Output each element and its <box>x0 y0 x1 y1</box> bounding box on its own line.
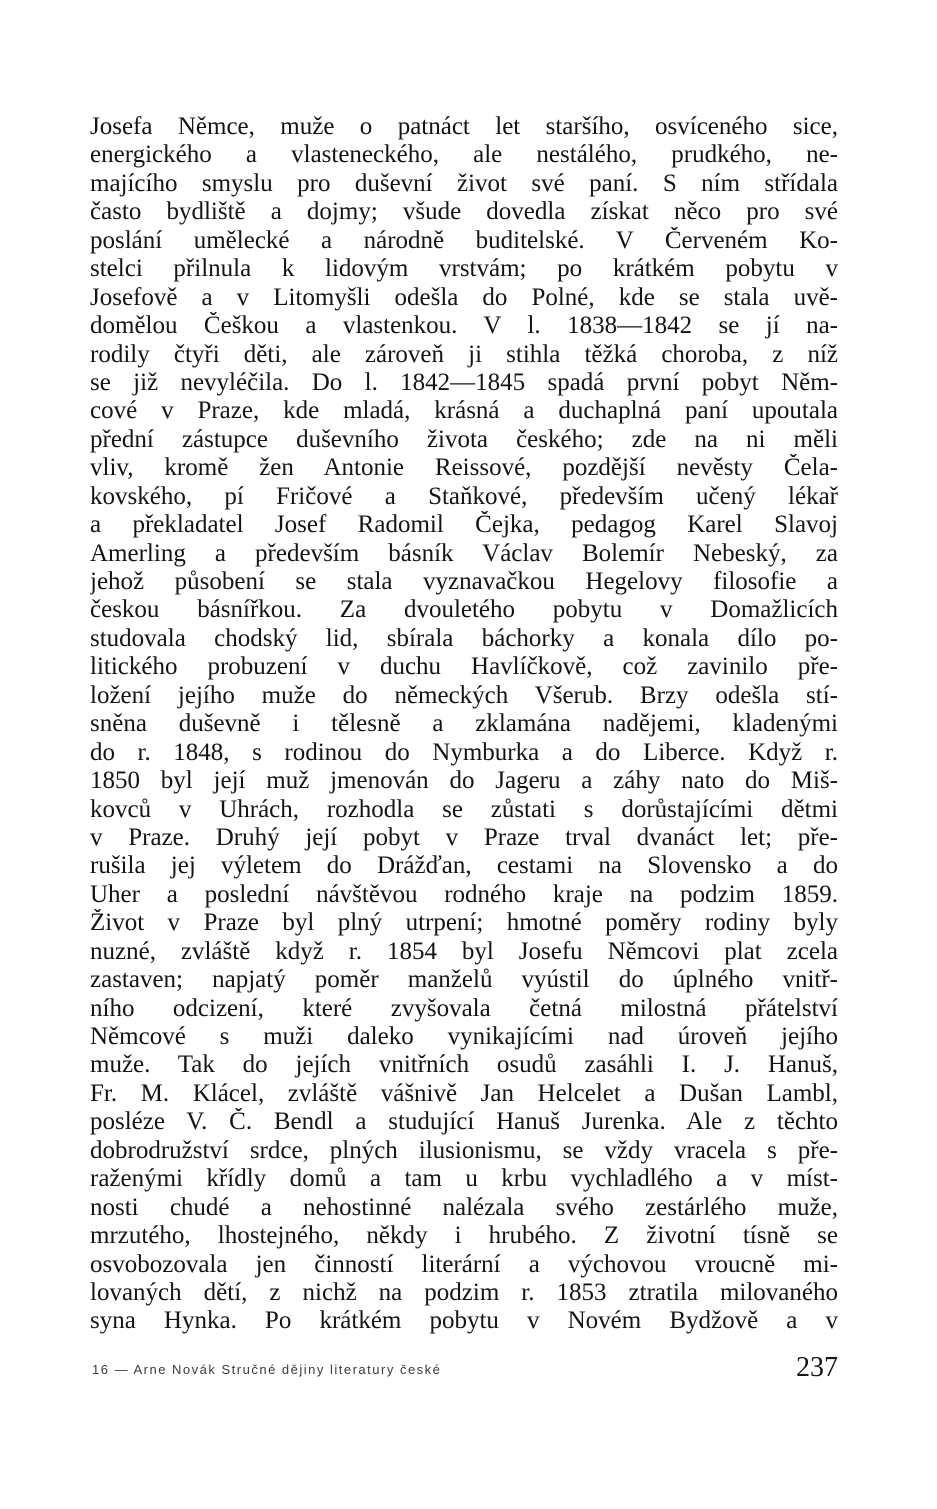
text-line: českou básnířkou. Za dvouletého pobytu v Domažlicích <box>90 596 838 624</box>
text-line: energického a vlasteneckého, ale nestálého, prudkého, ne- <box>90 141 838 169</box>
text-line: cové v Praze, kde mladá, krásná a duchaplná paní upoutala <box>90 397 838 425</box>
text-line: Život v Praze byl plný utrpení; hmotné poměry rodiny byly <box>90 909 838 937</box>
text-line: posléze V. Č. Bendl a studující Hanuš Jurenka. Ale z těchto <box>90 1108 838 1136</box>
text-line: syna Hynka. Po krátkém pobytu v Novém Bydžově a v <box>90 1307 838 1335</box>
text-line: ního odcizení, které zvyšovala četná milostná přátelství <box>90 994 838 1022</box>
text-line: Uher a poslední návštěvou rodného kraje na podzim 1859. <box>90 880 838 908</box>
text-line: Fr. M. Klácel, zvláště vášnivě Jan Helcelet a Dušan Lambl, <box>90 1079 838 1107</box>
text-line: a překladatel Josef Radomil Čejka, pedagog Karel Slavoj <box>90 511 838 539</box>
text-line: rušila jej výletem do Drážďan, cestami na Slovensko a do <box>90 852 838 880</box>
page-number: 237 <box>796 1352 838 1383</box>
text-line: stelci přilnula k lidovým vrstvám; po krátkém pobytu v <box>90 255 838 283</box>
text-line: raženými křídly domů a tam u krbu vychladlého a v míst- <box>90 1165 838 1193</box>
text-line: domělou Češkou a vlastenkou. V l. 1838—1842 se jí na- <box>90 312 838 340</box>
text-line: Amerling a především básník Václav Bolemír Nebeský, za <box>90 539 838 567</box>
body-text <box>90 113 838 1336</box>
printer-signature: 16 — Arne Novák Stručné dějiny literatury české <box>92 1362 442 1377</box>
text-line: Němcové s muži daleko vynikajícími nad úroveň jejího <box>90 1023 838 1050</box>
text-line: Josefově a v Litomyšli odešla do Polné, kde se stala uvě- <box>90 283 838 311</box>
text-line: studovala chodský lid, sbírala báchorky a konala dílo po- <box>90 624 838 652</box>
text-line: majícího smyslu pro duševní život své paní. S ním střídala <box>90 169 838 197</box>
text-line: sněna duševně i tělesně a zklamána nadějemi, kladenými <box>90 710 838 738</box>
text-line: zastaven; napjatý poměr manželů vyústil do úplného vnitř- <box>90 966 838 994</box>
text-line: 1850 byl její muž jmenován do Jageru a záhy nato do Miš- <box>90 767 838 795</box>
text-line: ložení jejího muže do německých Všerub. Brzy odešla stí- <box>90 681 838 709</box>
text-line: litického probuzení v duchu Havlíčkově, což zavinilo pře- <box>90 653 838 681</box>
text-line: Josefa Němce, muže o patnáct let staršího, osvíceného sice, <box>90 113 838 140</box>
text-line: kovského, pí Fričové a Staňkové, především učený lékař <box>90 482 838 510</box>
text-line: nuzné, zvláště když r. 1854 byl Josefu Němcovi plat zcela <box>90 937 838 965</box>
text-line: poslání umělecké a národně buditelské. V Červeném Ko- <box>90 226 838 254</box>
text-line: v Praze. Druhý její pobyt v Praze trval dvanáct let; pře- <box>90 823 838 851</box>
text-line: osvobozovala jen činností literární a výchovou vroucně mi- <box>90 1250 838 1278</box>
text-line: do r. 1848, s rodinou do Nymburka a do Liberce. Když r. <box>90 738 838 766</box>
text-line: vliv, kromě žen Antonie Reissové, pozdější nevěsty Čela- <box>90 454 838 482</box>
text-line: mrzutého, lhostejného, někdy i hrubého. Z životní tísně se <box>90 1222 838 1250</box>
text-line: rodily čtyři děti, ale zároveň ji stihla těžká choroba, z níž <box>90 340 838 368</box>
text-line: často bydliště a dojmy; všude dovedla získat něco pro své <box>90 198 838 226</box>
text-line: dobrodružství srdce, plných ilusionismu, se vždy vracela s pře- <box>90 1136 838 1164</box>
text-line: nosti chudé a nehostinné nalézala svého zestárlého muže, <box>90 1193 838 1221</box>
text-line: muže. Tak do jejích vnitřních osudů zasáhli I. J. Hanuš, <box>90 1051 838 1079</box>
text-line: lovaných dětí, z nichž na podzim r. 1853 ztratila milovaného <box>90 1278 838 1306</box>
text-line: kovců v Uhrách, rozhodla se zůstati s dorůstajícími dětmi <box>90 795 838 823</box>
text-line: se již nevyléčila. Do l. 1842—1845 spadá první pobyt Něm- <box>90 368 838 396</box>
text-line: přední zástupce duševního života českého; zde na ni měli <box>90 425 838 453</box>
page-footer <box>92 1352 838 1392</box>
text-line: jehož působení se stala vyznavačkou Hegelovy filosofie a <box>90 568 838 595</box>
